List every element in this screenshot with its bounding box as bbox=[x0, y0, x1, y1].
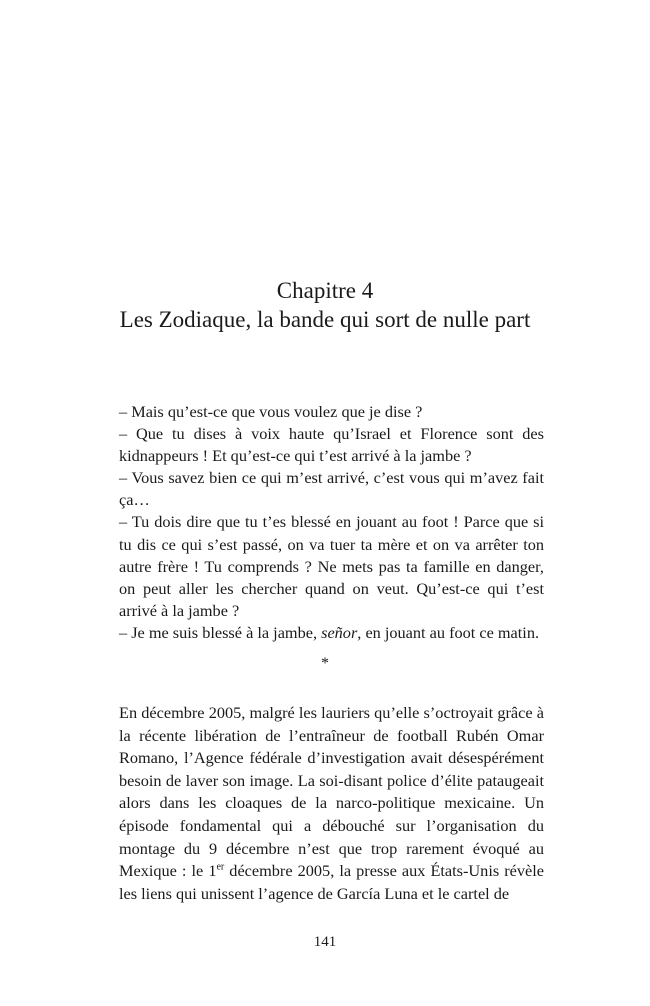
paragraph-text: décembre 2005, la presse aux États-Unis révèle les liens qui unissent l’agence de García Luna et le cartel de bbox=[119, 861, 545, 903]
dialogue-text: – Je me suis blessé à la jambe, bbox=[119, 622, 322, 642]
dialogue-text: , en jouant au foot ce matin. bbox=[357, 622, 540, 642]
dialogue-line: – Vous savez bien ce qui m’est arrivé, c’est vous qui m’avez fait ça… bbox=[119, 468, 544, 510]
dialogue-block bbox=[119, 401, 544, 644]
italic-word: señor bbox=[321, 622, 358, 642]
dialogue-line: – Tu dois dire que tu t’es blessé en jouant au foot ! Parce que si tu dis ce qui s’est passé, on va tuer ta mère et on va arrêter ton autre frère ! Tu comprends ? Ne mets pas ta famille en danger, on peut aller les chercher quand on veut. Qu’est-ce qui t’est arrivé à la jambe ? bbox=[119, 512, 544, 620]
chapter-number: Chapitre 4 bbox=[276, 278, 374, 303]
paragraph-text: En décembre 2005, malgré les lauriers qu’elle s’octroyait grâce à la récente libération de l’entraîneur de football Rubén Omar Romano, l’Agence fédérale d’investigation avait désespérément besoin de laver son image. La soi-disant police d’élite pataugeait alors dans les cloaques de la narco-politique mexicaine. Un épisode fondamental qui a débouché sur l’organisation du montage du 9 décembre n’est que trop rarement évoqué au Mexique : le 1 bbox=[119, 703, 544, 881]
chapter-title: Les Zodiaque, la bande qui sort de nulle part bbox=[119, 307, 531, 332]
page-number: 141 bbox=[313, 934, 337, 950]
superscript: er bbox=[216, 861, 225, 873]
chapter-heading bbox=[0, 276, 650, 334]
section-separator: * bbox=[321, 655, 329, 672]
dialogue-line-last bbox=[119, 622, 544, 644]
dialogue-line: – Mais qu’est-ce que vous voulez que je dise ? bbox=[119, 402, 423, 421]
body-paragraph bbox=[119, 702, 544, 905]
dialogue-line: – Que tu dises à voix haute qu’Israel et Florence sont des kidnappeurs ! Et qu’est-ce qui t’est arrivé à la jambe ? bbox=[119, 424, 544, 466]
